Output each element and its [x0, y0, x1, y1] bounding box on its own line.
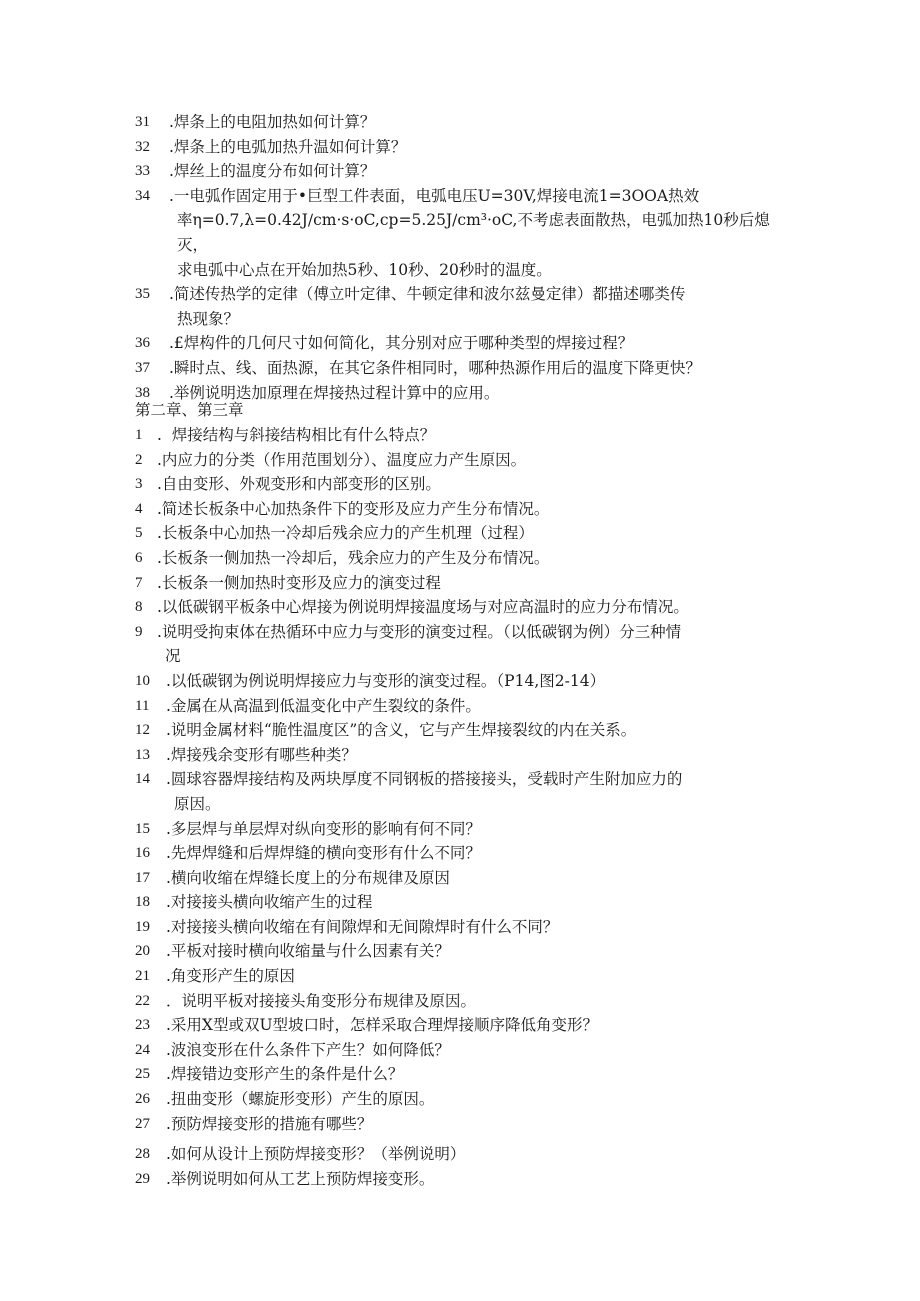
- question-list: [135, 423, 805, 1191]
- question-item: [135, 135, 795, 160]
- question-list-ch2-3: [135, 423, 805, 1191]
- question-number: 35: [135, 286, 150, 303]
- question-number: 38: [135, 384, 150, 401]
- question-item: [135, 1112, 805, 1137]
- question-item: [135, 964, 805, 989]
- question-item: [135, 989, 805, 1014]
- question-item: [135, 1013, 805, 1038]
- question-item: [135, 282, 795, 307]
- question-item: [135, 1167, 805, 1192]
- question-text: .焊接残余变形有哪些种类？: [166, 745, 357, 764]
- question-item: [135, 595, 805, 620]
- question-number: 2: [135, 451, 143, 468]
- question-number: 5: [135, 525, 143, 542]
- question-text: .角变形产生的原因: [166, 967, 295, 986]
- question-text: .瞬时点、线、面热源，在其它条件相同时，哪种热源作用后的温度下降更快？: [169, 358, 701, 377]
- question-number: 36: [135, 335, 150, 352]
- question-item: [135, 571, 805, 596]
- question-item: [135, 1087, 805, 1112]
- question-number: 18: [135, 894, 150, 911]
- question-item: [135, 331, 795, 356]
- question-number: 1: [135, 427, 143, 443]
- question-item-continuation: [135, 258, 795, 283]
- question-number: 20: [135, 943, 150, 960]
- question-text: .长板条中心加热一冷却后残余应力的产生机理（过程）: [157, 524, 534, 543]
- question-item: [135, 472, 805, 497]
- question-number: 32: [135, 138, 150, 155]
- question-number: 6: [135, 549, 143, 566]
- question-item: [135, 356, 795, 381]
- question-number: 24: [135, 1041, 150, 1058]
- question-number: 19: [135, 918, 150, 935]
- question-item: [135, 694, 805, 719]
- question-text: .预防焊接变形的措施有哪些？: [166, 1114, 373, 1133]
- question-item: [135, 521, 805, 546]
- question-text: .对接接头横向收缩产生的过程: [166, 893, 373, 912]
- question-number: 16: [135, 845, 150, 862]
- question-number: 26: [135, 1091, 150, 1108]
- question-item: [135, 423, 805, 448]
- question-number: 3: [135, 476, 143, 493]
- chapter-heading: 第二章、第三章: [135, 401, 244, 419]
- question-list-ch1: [135, 110, 795, 405]
- question-text: .举例说明如何从工艺上预防焊接变形。: [166, 1169, 435, 1188]
- question-item: [135, 866, 805, 891]
- question-text: .扭曲变形（螺旋形变形）产生的原因。: [166, 1090, 435, 1109]
- question-text: 热现象？: [177, 309, 240, 328]
- question-text: .多层焊与单层焊对纵向变形的影响有何不同？: [166, 819, 481, 838]
- question-list: [135, 110, 795, 405]
- question-text: .£焊构件的几何尺寸如何简化，其分别对应于哪种类型的焊接过程？: [169, 334, 634, 353]
- question-text: .说明金属材料“脆性温度区”的含义，它与产生焊接裂纹的内在关系。: [166, 721, 637, 740]
- question-number: 25: [135, 1066, 150, 1083]
- question-text: .焊接错边变形产生的条件是什么？: [166, 1065, 404, 1084]
- question-text: .如何从设计上预防焊接变形？（举例说明）: [166, 1145, 466, 1164]
- question-item: [135, 669, 805, 694]
- question-text: .内应力的分类（作用范围划分）、温度应力产生原因。: [157, 450, 527, 469]
- question-item-continuation: [135, 307, 795, 332]
- question-item: [135, 110, 795, 135]
- question-item: [135, 1038, 805, 1063]
- question-number: 10: [135, 672, 150, 689]
- question-number: 37: [135, 359, 150, 376]
- question-number: 12: [135, 722, 150, 739]
- question-text: .以低碳钢为例说明焊接应力与变形的演变过程。（P14,图2-14）: [166, 671, 606, 690]
- question-text: .先焊焊缝和后焊焊缝的横向变形有什么不同？: [166, 844, 481, 863]
- question-number: 8: [135, 599, 143, 616]
- question-number: 29: [135, 1170, 150, 1187]
- question-text: .横向收缩在焊缝长度上的分布规律及原因: [166, 868, 450, 887]
- question-text: .长板条一侧加热时变形及应力的演变过程: [157, 573, 441, 592]
- question-text: 率η=0.7,λ=0.42J∕cm·s·oC,cp=5.25J∕cm³·oC,不考虑表面散热，电弧加热10秒后熄灭，: [177, 211, 770, 254]
- question-item-continuation: [135, 208, 795, 257]
- question-item: [135, 767, 805, 792]
- question-text: .简述长板条中心加热条件下的变形及应力产生分布情况。: [157, 499, 550, 518]
- question-text: .金属在从高温到低温变化中产生裂纹的条件。: [166, 696, 481, 715]
- question-item-continuation: [135, 792, 805, 817]
- question-text: .对接接头横向收缩在有间隙焊和无间隙焊时有什么不同？: [166, 917, 559, 936]
- question-item: [135, 1062, 805, 1087]
- question-text: . 焊接结构与斜接结构相比有什么特点？: [157, 426, 436, 444]
- question-number: 28: [135, 1146, 150, 1163]
- question-number: 27: [135, 1115, 150, 1132]
- question-text: .简述传热学的定律（傅立叶定律、牛顿定律和波尔兹曼定律）都描述哪类传: [169, 285, 686, 304]
- question-item: [135, 817, 805, 842]
- question-number: 7: [135, 574, 143, 591]
- question-number: 15: [135, 820, 150, 837]
- question-number: 13: [135, 746, 150, 763]
- question-text: .圆球容器焊接结构及两块厚度不同钢板的搭接接头，受载时产生附加应力的: [166, 770, 683, 789]
- question-item: [135, 159, 795, 184]
- question-number: 11: [135, 697, 150, 714]
- question-item: [135, 915, 805, 940]
- question-text: .焊条上的电阻加热如何计算？: [169, 113, 376, 131]
- question-item: [135, 184, 795, 209]
- question-number: 23: [135, 1017, 150, 1034]
- question-text: .焊丝上的温度分布如何计算？: [169, 162, 376, 181]
- question-text: 求电弧中心点在开始加热5秒、10秒、20秒时的温度。: [177, 260, 552, 279]
- question-text: .一电弧作固定用于•巨型工件表面，电弧电压U=30V,焊接电流1=3OOA热效: [169, 186, 700, 205]
- question-number: 14: [135, 771, 150, 788]
- question-number: 33: [135, 163, 150, 180]
- question-text: .自由变形、外观变形和内部变形的区别。: [157, 475, 441, 494]
- question-text: 况: [165, 647, 181, 666]
- question-text: 原因。: [174, 794, 221, 813]
- question-text: .长板条一侧加热一冷却后，残余应力的产生及分布情况。: [157, 548, 550, 567]
- question-text: .以低碳钢平板条中心焊接为例说明焊接温度场与对应高温时的应力分布情况。: [157, 598, 689, 617]
- question-text: .波浪变形在什么条件下产生？如何降低？: [166, 1040, 450, 1059]
- question-text: .焊条上的电弧加热升温如何计算？: [169, 137, 407, 156]
- question-item: [135, 448, 805, 473]
- question-item: [135, 890, 805, 915]
- question-number: 22: [135, 992, 150, 1009]
- question-number: 9: [135, 623, 143, 640]
- question-text: ．说明平板对接接头角变形分布规律及原因。: [166, 991, 477, 1010]
- question-item-continuation: [135, 644, 805, 669]
- question-item: [135, 497, 805, 522]
- question-text: .说明受拘束体在热循环中应力与变形的演变过程。（以低碳钢为例）分三种情: [157, 622, 682, 641]
- question-item: [135, 743, 805, 768]
- question-item: [135, 620, 805, 645]
- question-number: 4: [135, 500, 143, 517]
- question-number: 17: [135, 869, 150, 886]
- question-number: 34: [135, 187, 150, 204]
- question-number: 21: [135, 968, 150, 985]
- question-item: [135, 718, 805, 743]
- question-number: 31: [135, 114, 150, 130]
- question-text: .平板对接时横向收缩量与什么因素有关？: [166, 942, 450, 961]
- question-item: [135, 841, 805, 866]
- question-item: [135, 1142, 805, 1167]
- question-text: .采用X型或双U型坡口时，怎样采取合理焊接顺序降低角变形？: [166, 1016, 599, 1035]
- question-text: .举例说明迭加原理在焊接热过程计算中的应用。: [169, 383, 500, 402]
- question-item: [135, 939, 805, 964]
- question-item: [135, 546, 805, 571]
